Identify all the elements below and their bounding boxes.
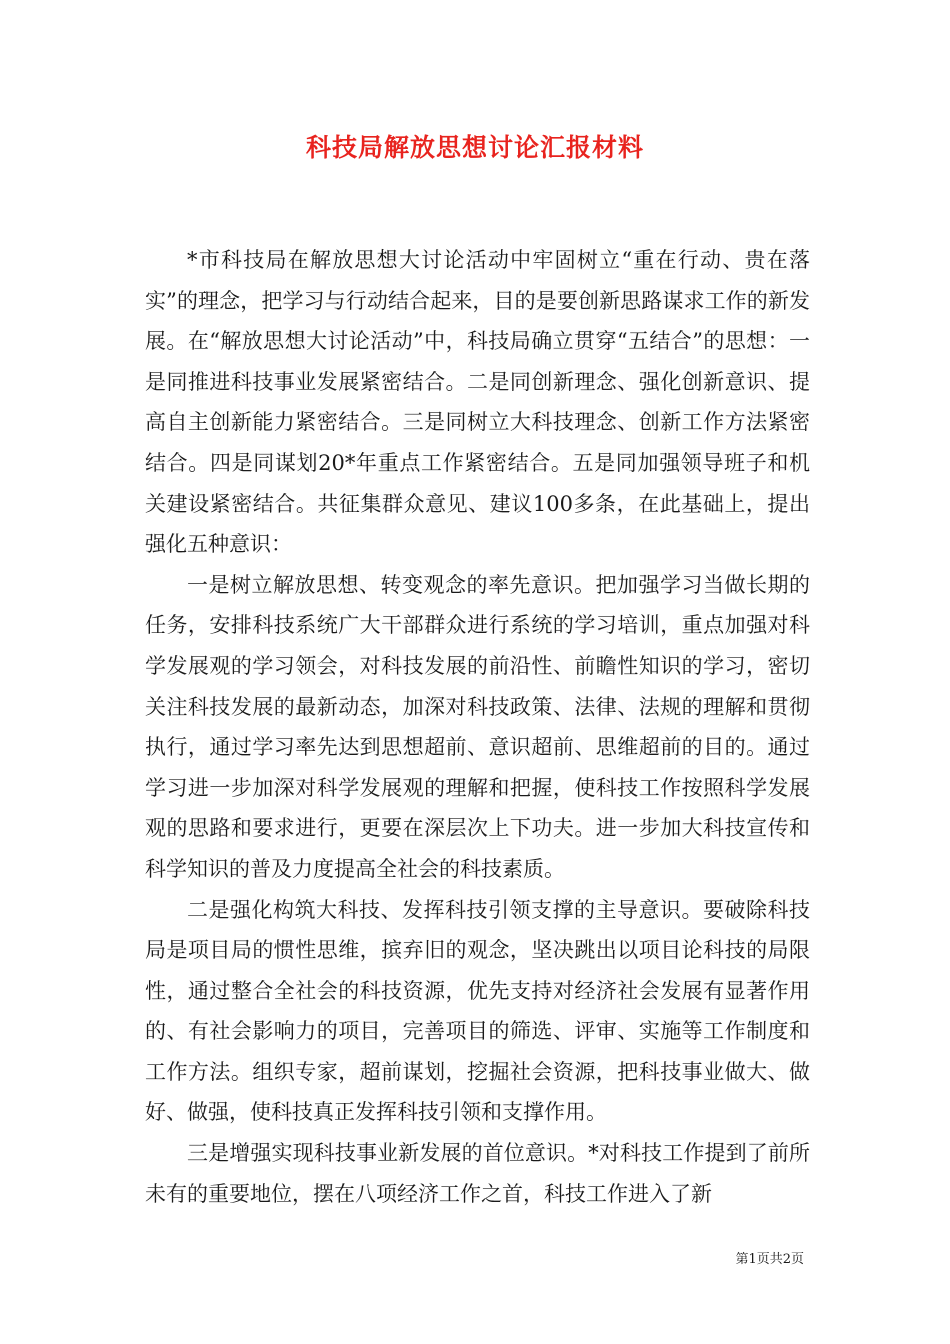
page-number-footer: 第1页共2页	[735, 1252, 804, 1267]
document-body	[145, 240, 810, 1214]
paragraph-third-awareness: 三是增强实现科技事业新发展的首位意识。*对科技工作提到了前所未有的重要地位，摆在八项经济工作之首，科技工作进入了新	[145, 1141, 810, 1206]
paragraph-first-awareness: 一是树立解放思想、转变观念的率先意识。把加强学习当做长期的任务，安排科技系统广大干部群众进行系统的学习培训，重点加强对科学发展观的学习领会，对科技发展的前沿性、前瞻性知识的学习，密切关注科技发展的最新动态，加深对科技政策、法律、法规的理解和贯彻执行，通过学习率先达到思想超前、意识超前、思维超前的目的。通过学习进一步加深对科学发展观的理解和把握，使科技工作按照科学发展观的思路和要求进行，更要在深层次上下功夫。进一步加大科技宣传和科学知识的普及力度提高全社会的科技素质。	[145, 572, 810, 881]
paragraph-second-awareness: 二是强化构筑大科技、发挥科技引领支撑的主导意识。要破除科技局是项目局的惯性思维，摈弃旧的观念，坚决跳出以项目论科技的局限性，通过整合全社会的科技资源，优先支持对经济社会发展有显著作用的、有社会影响力的项目，完善项目的筛选、评审、实施等工作制度和工作方法。组织专家，超前谋划，挖掘社会资源，把科技事业做大、做好、做强，使科技真正发挥科技引领和支撑作用。	[145, 897, 810, 1125]
paragraph-intro: *市科技局在解放思想大讨论活动中牢固树立“重在行动、贵在落实”的理念，把学习与行动结合起来，目的是要创新思路谋求工作的新发展。在“解放思想大讨论活动”中，科技局确立贯穿“五结合”的思想：一是同推进科技事业发展紧密结合。二是同创新理念、强化创新意识、提高自主创新能力紧密结合。三是同树立大科技理念、创新工作方法紧密结合。四是同谋划20*年重点工作紧密结合。五是同加强领导班子和机关建设紧密结合。共征集群众意见、建议100多条，在此基础上，提出强化五种意识：	[145, 248, 810, 557]
document-title: 科技局解放思想讨论汇报材料	[305, 133, 644, 162]
